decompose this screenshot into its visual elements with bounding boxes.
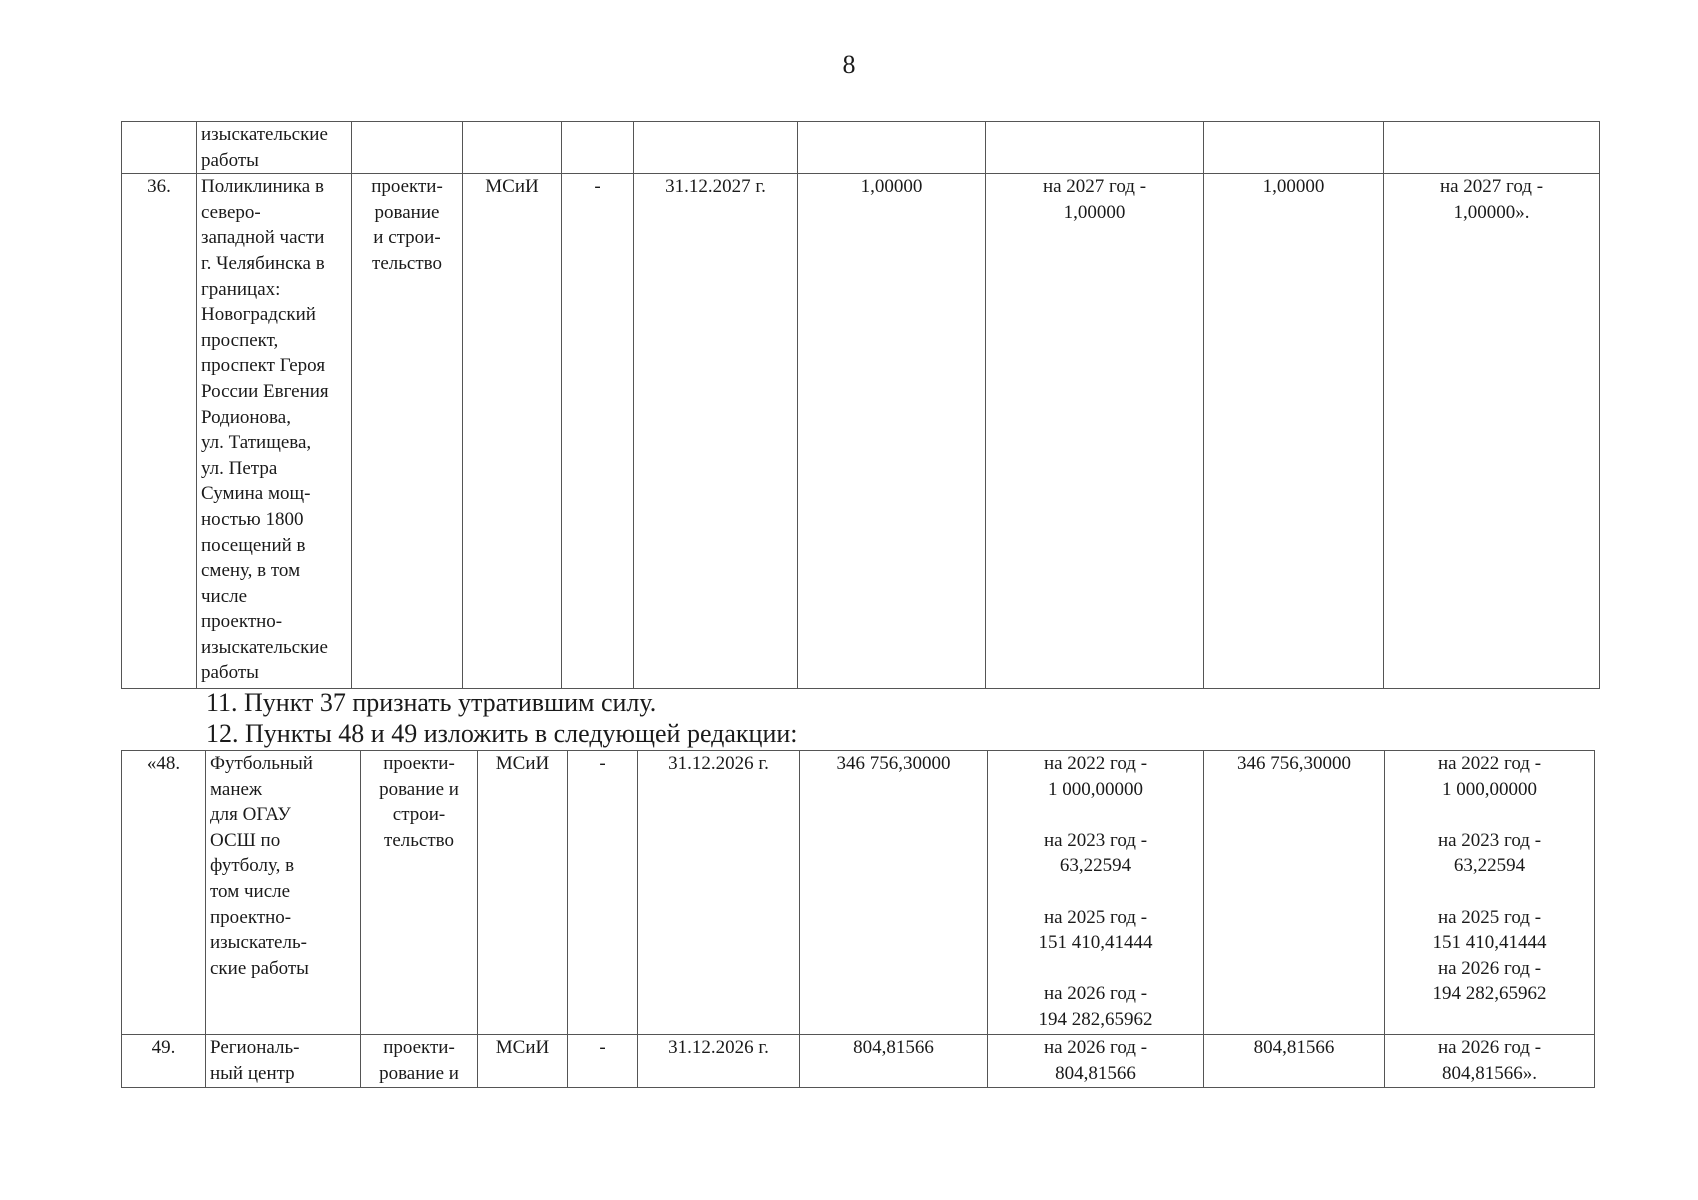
- budget-total-cell: 1,00000: [1204, 174, 1384, 689]
- object-name-cell: Футбольный манеж для ОГАУ ОСШ по футболу, в том числе проектно- изыскатель- ские работы: [206, 751, 361, 1035]
- total-cost-cell: 1,00000: [798, 174, 986, 689]
- customer-cell: МСиИ: [478, 1035, 568, 1088]
- objects-table-continued: [121, 121, 1600, 689]
- budget-total-cell: 804,81566: [1204, 1035, 1385, 1088]
- table-row: [122, 122, 1600, 174]
- object-name-cell: изыскательские работы: [197, 122, 352, 174]
- work-type-cell: проекти- рование и: [361, 1035, 478, 1088]
- budget-yearly-cell: [1384, 122, 1600, 174]
- table-row: [122, 1035, 1595, 1088]
- dash-cell: -: [562, 174, 634, 689]
- budget-yearly-cell: на 2022 год - 1 000,00000 на 2023 год - 63,22594 на 2025 год - 151 410,41444 на 2026 год - 194 282,65962: [1385, 751, 1595, 1035]
- yearly-cost-cell: на 2022 год - 1 000,00000 на 2023 год - 63,22594 на 2025 год - 151 410,41444 на 2026 год - 194 282,65962: [988, 751, 1204, 1035]
- object-name-cell: Региональ- ный центр: [206, 1035, 361, 1088]
- yearly-cost-cell: на 2027 год - 1,00000: [986, 174, 1204, 689]
- table-row: [122, 174, 1600, 689]
- row-number-cell: 36.: [122, 174, 197, 689]
- paragraph-12: 12. Пункты 48 и 49 изложить в следующей редакции:: [206, 719, 798, 748]
- row-number-cell: «48.: [122, 751, 206, 1035]
- table-row: [122, 751, 1595, 1035]
- paragraph-11: 11. Пункт 37 признать утратившим силу.: [206, 688, 657, 717]
- dash-cell: -: [568, 751, 638, 1035]
- yearly-cost-cell: [986, 122, 1204, 174]
- budget-total-cell: 346 756,30000: [1204, 751, 1385, 1035]
- budget-yearly-cell: на 2026 год - 804,81566».: [1385, 1035, 1595, 1088]
- total-cost-cell: 346 756,30000: [800, 751, 988, 1035]
- page-number: 8: [842, 50, 856, 79]
- objects-table-new: [121, 750, 1595, 1088]
- deadline-cell: [634, 122, 798, 174]
- row-number-cell: [122, 122, 197, 174]
- yearly-cost-cell: на 2026 год - 804,81566: [988, 1035, 1204, 1088]
- deadline-cell: 31.12.2026 г.: [638, 1035, 800, 1088]
- deadline-cell: 31.12.2026 г.: [638, 751, 800, 1035]
- customer-cell: МСиИ: [478, 751, 568, 1035]
- customer-cell: МСиИ: [463, 174, 562, 689]
- row-number-cell: 49.: [122, 1035, 206, 1088]
- work-type-cell: [352, 122, 463, 174]
- work-type-cell: проекти- рование и строи- тельство: [352, 174, 463, 689]
- budget-total-cell: [1204, 122, 1384, 174]
- work-type-cell: проекти- рование и строи- тельство: [361, 751, 478, 1035]
- deadline-cell: 31.12.2027 г.: [634, 174, 798, 689]
- customer-cell: [463, 122, 562, 174]
- dash-cell: -: [568, 1035, 638, 1088]
- total-cost-cell: [798, 122, 986, 174]
- budget-yearly-cell: на 2027 год - 1,00000».: [1384, 174, 1600, 689]
- total-cost-cell: 804,81566: [800, 1035, 988, 1088]
- object-name-cell: Поликлиника в северо- западной части г. Челябинска в границах: Новоградский проспект, проспект Героя России Евгения Родионова, ул. Татищева, ул. Петра Сумина мощ- ностью 1800 посещений в смену, в том числе проектно- изыскательские работы: [197, 174, 352, 689]
- dash-cell: [562, 122, 634, 174]
